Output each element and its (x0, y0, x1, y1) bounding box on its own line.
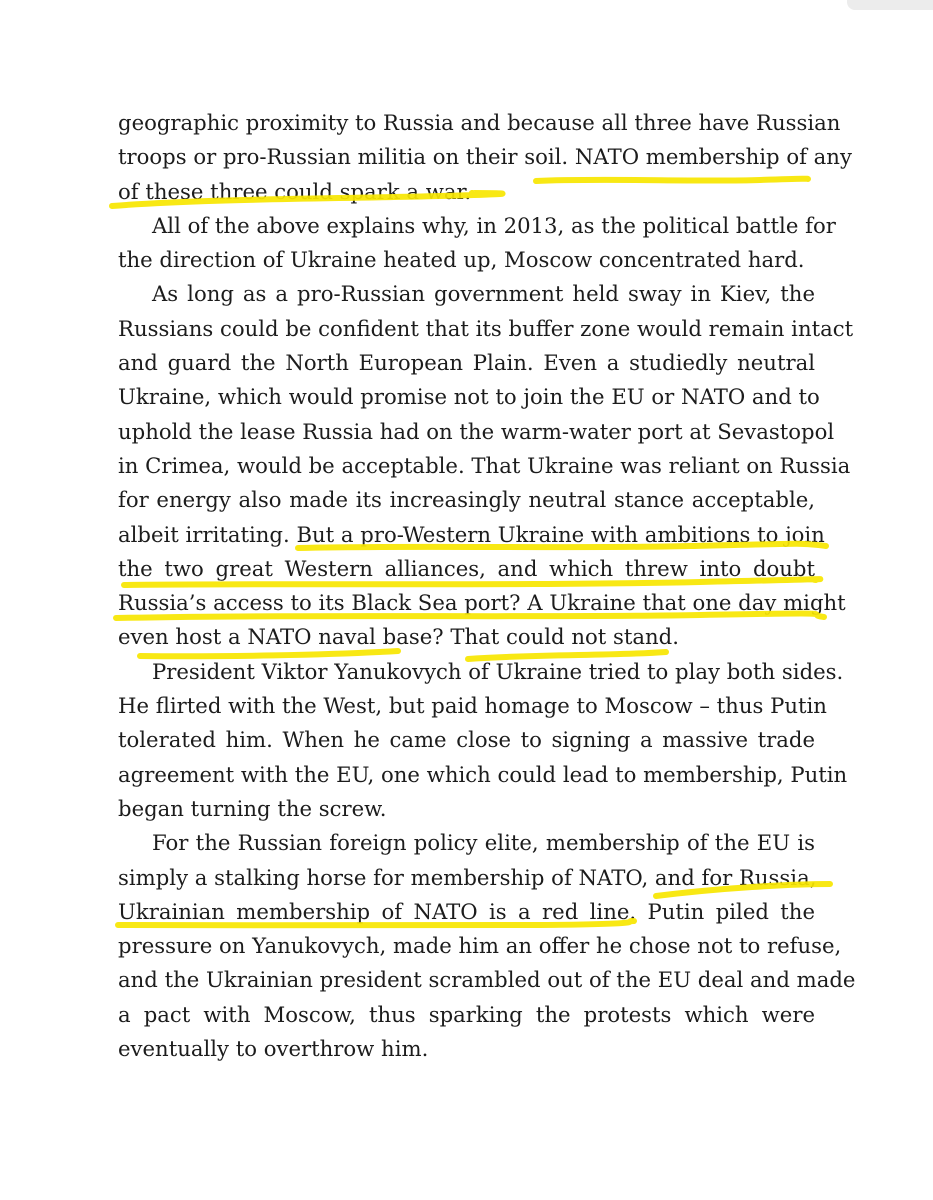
text-line: pressure on Yanukovych, made him an offer he chose not to refuse, (118, 933, 842, 959)
text-line: tolerated him. When he came close to signing a massive trade (118, 727, 815, 753)
corner-shade (847, 0, 933, 10)
text-line: in Crimea, would be acceptable. That Ukraine was reliant on Russia (118, 452, 851, 478)
text-line: Russia’s access to its Black Sea port? A Ukraine that one day might (118, 590, 846, 616)
text-line: the two great Western alliances, and which threw into doubt (118, 555, 815, 581)
paragraph-start-line: As long as a pro-Russian government held sway in Kiev, the (152, 281, 815, 307)
text-line: for energy also made its increasingly neutral stance acceptable, (118, 487, 815, 513)
text-line: albeit irritating. But a pro-Western Ukraine with ambitions to join (118, 521, 825, 547)
text-line: uphold the lease Russia had on the warm-water port at Sevastopol (118, 418, 835, 444)
text-line: Russians could be confident that its buffer zone would remain intact (118, 315, 854, 341)
body-text (118, 106, 856, 1066)
text-line: He flirted with the West, but paid homage to Moscow – thus Putin (118, 693, 827, 719)
text-line: the direction of Ukraine heated up, Moscow concentrated hard. (118, 247, 805, 273)
paragraph-start-line: President Viktor Yanukovych of Ukraine tried to play both sides. (152, 658, 844, 684)
text-line: and guard the North European Plain. Even a studiedly neutral (118, 350, 815, 376)
text-line: agreement with the EU, one which could lead to membership, Putin (118, 761, 848, 787)
text-line: began turning the screw. (118, 795, 387, 821)
text-line: troops or pro-Russian militia on their soil. NATO membership of any (118, 144, 852, 170)
text-line: Ukrainian membership of NATO is a red line. Putin piled the (118, 898, 815, 924)
paragraph-start-line: For the Russian foreign policy elite, membership of the EU is (152, 830, 815, 856)
text-line: and the Ukrainian president scrambled out of the EU deal and made (118, 967, 856, 993)
text-line: of these three could spark a war. (118, 178, 472, 204)
text-line: Ukraine, which would promise not to join the EU or NATO and to (118, 384, 820, 410)
text-line: geographic proximity to Russia and because all three have Russian (118, 110, 841, 135)
text-line: simply a stalking horse for membership of NATO, and for Russia, (118, 864, 817, 890)
text-line: a pact with Moscow, thus sparking the protests which were (118, 1001, 815, 1027)
text-line: eventually to overthrow him. (118, 1036, 429, 1062)
paragraph-start-line: All of the above explains why, in 2013, as the political battle for (152, 212, 836, 238)
text-line: even host a NATO naval base? That could not stand. (118, 624, 679, 650)
